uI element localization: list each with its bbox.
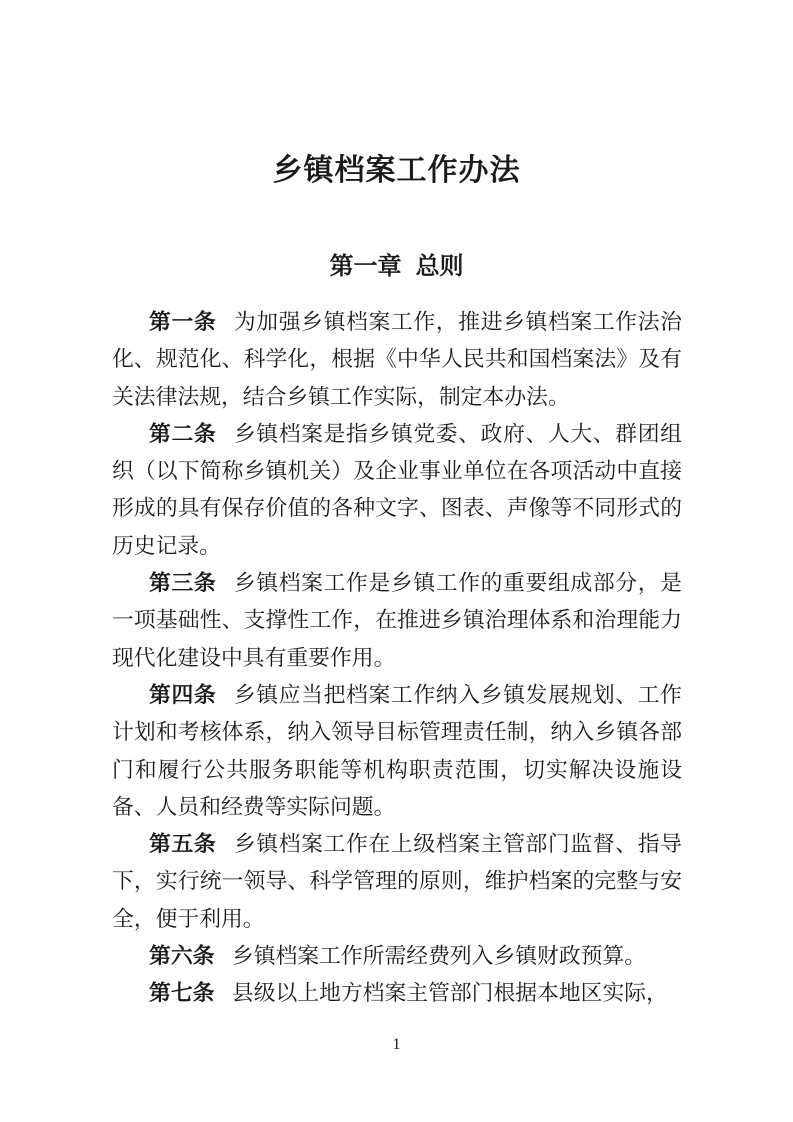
article-4-text: 乡镇应当把档案工作纳入乡镇发展规划、工作计划和考核体系，纳入领导目标管理责任制，纳入乡镇各部门和履行公共服务职能等机构职责范围，切实解决设施设备、人员和经费等实际问题。 <box>112 682 682 819</box>
article-paragraph-2 <box>112 416 682 565</box>
article-paragraph-1 <box>112 304 682 416</box>
chapter-heading <box>0 251 793 283</box>
article-2-label: 第二条 <box>149 421 217 446</box>
chapter-number: 第一章 <box>329 254 402 280</box>
article-5-label: 第五条 <box>149 832 217 857</box>
article-1-text: 为加强乡镇档案工作，推进乡镇档案工作法治化、规范化、科学化，根据《中华人民共和国档案法》及有关法律法规，结合乡镇工作实际，制定本办法。 <box>112 310 682 409</box>
article-paragraph-5 <box>112 826 682 938</box>
article-paragraph-3 <box>112 565 682 677</box>
article-paragraph-4 <box>112 677 682 826</box>
article-7-label: 第七条 <box>149 981 215 1006</box>
article-3-text: 乡镇档案工作是乡镇工作的重要组成部分，是一项基础性、支撑性工作，在推进乡镇治理体系和治理能力现代化建设中具有重要作用。 <box>112 571 682 670</box>
article-1-label: 第一条 <box>149 310 217 334</box>
chapter-title: 总则 <box>415 254 464 280</box>
document-body <box>112 304 682 1013</box>
page-number: 1 <box>392 1036 401 1053</box>
article-3-label: 第三条 <box>149 571 217 596</box>
article-2-text: 乡镇档案是指乡镇党委、政府、人大、群团组织（以下简称乡镇机关）及企业事业单位在各项活动中直接形成的具有保存价值的各种文字、图表、声像等不同形式的历史记录。 <box>112 421 682 558</box>
article-paragraph-7 <box>112 975 682 1012</box>
article-4-label: 第四条 <box>149 682 217 707</box>
article-paragraph-6 <box>112 938 682 975</box>
article-5-text: 乡镇档案工作在上级档案主管部门监督、指导下，实行统一领导、科学管理的原则，维护档案的完整与安全，便于利用。 <box>112 832 682 931</box>
document-title: 乡镇档案工作办法 <box>272 154 521 187</box>
article-6-label: 第六条 <box>149 944 215 969</box>
article-6-text: 乡镇档案工作所需经费列入乡镇财政预算。 <box>231 944 647 969</box>
article-7-text: 县级以上地方档案主管部门根据本地区实际， <box>231 981 668 1006</box>
